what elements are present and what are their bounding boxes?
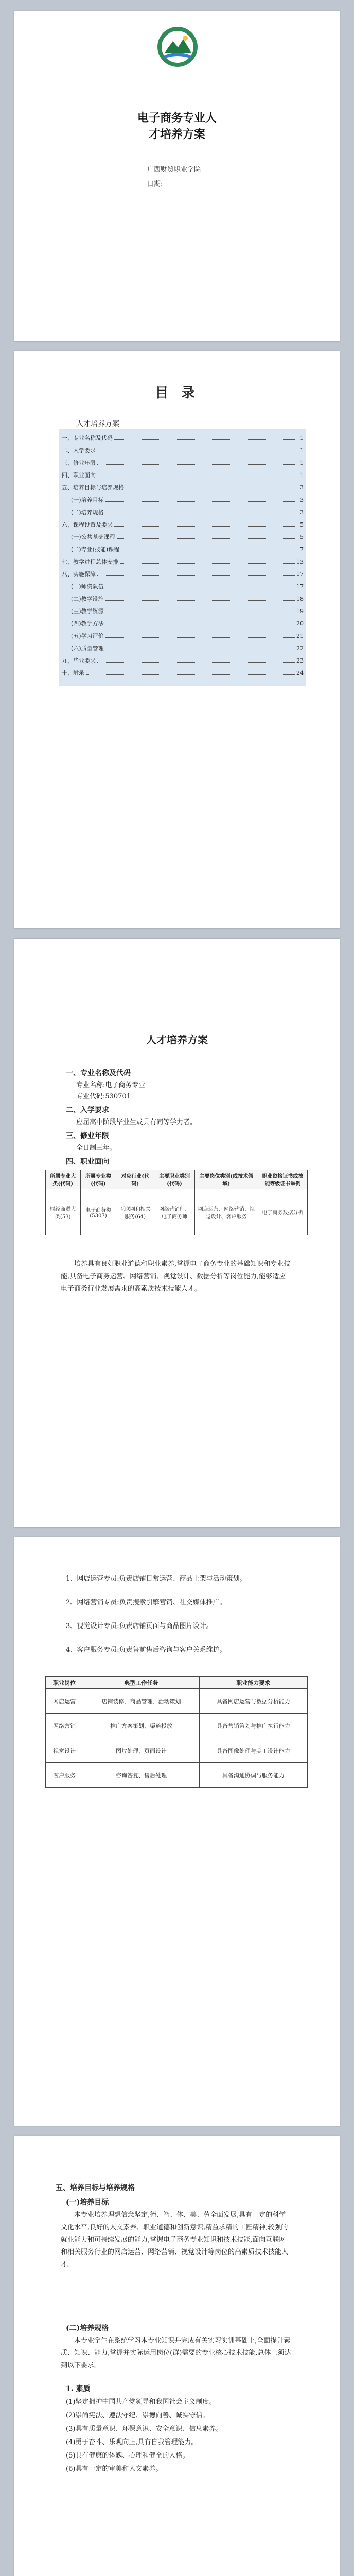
- page-4: [14, 1537, 340, 2126]
- quality-item: (4)勇于奋斗、乐观向上,具有自我管理能力。: [66, 2438, 198, 2446]
- job-table-cell: 具备网店运营与数据分析能力: [199, 1689, 307, 1714]
- toc-entry-page: 19: [296, 608, 304, 615]
- toc-entry-label: (一)培养目标: [71, 497, 104, 503]
- toc-leader-dots: [126, 488, 295, 489]
- job-table-cell: 网店运营: [46, 1689, 83, 1714]
- career-table-header: 主要岗位类别(或技术领域): [194, 1170, 258, 1189]
- job-table-header: 职业能力要求: [199, 1677, 307, 1689]
- toc-entry-label: (六)质量管理: [71, 645, 104, 652]
- toc-entry[interactable]: [71, 533, 304, 541]
- toc-leader-dots: [105, 612, 295, 613]
- section-2-heading: 二、入学要求: [66, 1106, 109, 1114]
- toc-entry-page: 1: [300, 472, 304, 479]
- cover-page: [14, 11, 340, 341]
- toc-entry-label: 二、入学要求: [62, 447, 96, 454]
- toc-entry-page: 24: [296, 670, 304, 676]
- intro-paragraph: 培养具有良好职业道德和职业素养,掌握电子商务专业的基础知识和专业技能,具备电子商务运营、网络营销、视觉设计、数据分析等岗位能力,能够适应电子商务行业发展需求的高素质技术技能人才。: [61, 1260, 291, 1293]
- toc-entry-label: 四、职业面向: [62, 472, 96, 479]
- toc-leader-dots: [105, 649, 295, 650]
- toc-entry[interactable]: [62, 656, 304, 665]
- job-table-cell: 客户服务: [46, 1763, 83, 1788]
- toc-subheading: 人才培养方案: [76, 420, 119, 428]
- toc-leader-dots: [97, 575, 295, 576]
- school-label: 广西财贸职业学院: [147, 166, 201, 174]
- toc-entry-page: 1: [300, 460, 304, 466]
- admission-text: 应届高中阶段毕业生或具有同等学力者。: [76, 1118, 197, 1126]
- toc-entry[interactable]: [71, 607, 304, 615]
- toc-entry-page: 7: [300, 546, 304, 553]
- career-table-cell: 财经商贸大类(53): [46, 1189, 81, 1235]
- toc-leader-dots: [105, 587, 295, 588]
- toc-leader-dots: [105, 600, 295, 601]
- toc-entry[interactable]: [71, 619, 304, 628]
- career-table-cell: 网络营销师、电子商务师: [154, 1189, 195, 1235]
- toc-heading: 目 录: [155, 385, 199, 401]
- toc-entry-page: 23: [296, 657, 304, 664]
- job-table-cell: 图片处理、页面设计: [83, 1738, 199, 1763]
- toc-leader-dots: [120, 563, 295, 564]
- school-logo-icon: [156, 26, 199, 68]
- toc-leader-dots: [97, 464, 295, 465]
- quality-item: (6)具有一定的审美和人文素养。: [66, 2465, 163, 2473]
- job-table-header: 职业岗位: [46, 1677, 83, 1689]
- toc-entry[interactable]: [62, 520, 304, 529]
- duration-text: 全日制三年。: [76, 1144, 117, 1152]
- job-table-cell: 店铺装修、商品管理、活动策划: [83, 1689, 199, 1714]
- toc-leader-dots: [114, 526, 295, 527]
- job-table-cell: 具备沟通协调与服务能力: [199, 1763, 307, 1788]
- toc-entry-page: 17: [296, 571, 304, 578]
- toc-entry[interactable]: [62, 557, 304, 566]
- career-table-header: 所属专业类(代码): [80, 1170, 116, 1189]
- toc-entry-label: 七、教学进程总体安排: [62, 558, 118, 565]
- quality-item: (1)坚定拥护中国共产党领导和我国社会主义制度。: [66, 2398, 216, 2406]
- toc-entry-label: (五)学习评价: [71, 633, 104, 639]
- toc-leader-dots: [97, 476, 295, 477]
- career-table-header: 对应行业(代码): [116, 1170, 154, 1189]
- toc-entry-label: 八、实施保障: [62, 571, 96, 578]
- cover-title-line2: 才培养方案: [148, 128, 205, 141]
- toc-entry-label: (二)培养规格: [71, 509, 104, 516]
- spec-subheading: (二)培养规格: [66, 2324, 109, 2332]
- objective-subheading: (一)培养目标: [66, 2198, 109, 2207]
- date-label: 日期:: [147, 180, 163, 188]
- career-table-header: 主要职业类别(代码): [154, 1170, 195, 1189]
- toc-entry-label: 三、修业年限: [62, 460, 96, 466]
- career-table: [45, 1170, 308, 1235]
- section-1-heading: 一、专业名称及代码: [66, 1069, 131, 1077]
- major-name: 专业名称:电子商务专业: [76, 1081, 146, 1089]
- toc-entry-page: 5: [300, 521, 304, 528]
- toc-entry-label: (一)师资队伍: [71, 583, 104, 590]
- toc-entry-page: 13: [296, 558, 304, 565]
- toc-entry-page: 18: [296, 596, 304, 602]
- toc-entry-label: 十、附录: [62, 670, 84, 676]
- toc-leader-dots: [86, 674, 295, 675]
- quality-item: (2)崇尚宪法、遵法守纪、崇德向善、诚实守信。: [66, 2412, 209, 2419]
- toc-entry[interactable]: [62, 434, 304, 442]
- toc-entry-page: 1: [300, 447, 304, 454]
- toc-entry-page: 3: [300, 497, 304, 503]
- job-table-cell: 咨询答复、售后处理: [83, 1763, 199, 1788]
- toc-leader-dots: [105, 513, 295, 514]
- toc-entry-page: 22: [296, 645, 304, 652]
- career-table-header: 职业资格证书或技能等级证书举例: [258, 1170, 307, 1189]
- toc-entry-page: 3: [300, 484, 304, 491]
- document-title: 人才培养方案: [146, 1033, 208, 1046]
- toc-entry[interactable]: [62, 483, 304, 492]
- career-table-cell: 电子商务类(5307): [80, 1189, 116, 1235]
- toc-entry-label: 六、课程设置及要求: [62, 521, 113, 528]
- toc-leader-dots: [117, 538, 295, 539]
- section-3-heading: 三、修业年限: [66, 1132, 109, 1140]
- toc-entry-page: 20: [296, 620, 304, 627]
- list-item: 1、网店运营专员:负责店铺日常运营、商品上架与活动策划。: [66, 1575, 246, 1583]
- toc-leader-dots: [114, 439, 295, 440]
- toc-entry[interactable]: [62, 446, 304, 454]
- toc-entry-page: 21: [296, 633, 304, 639]
- toc-entry[interactable]: [62, 669, 304, 677]
- toc-entry[interactable]: [71, 595, 304, 603]
- toc-entry[interactable]: [71, 582, 304, 590]
- job-task-table: [45, 1676, 308, 1788]
- toc-entry[interactable]: [62, 459, 304, 467]
- toc-entry[interactable]: [62, 570, 304, 578]
- toc-entry-page: 5: [300, 534, 304, 540]
- toc-entry-page: 17: [296, 583, 304, 590]
- toc-leader-dots: [105, 637, 295, 638]
- toc-entry[interactable]: [71, 508, 304, 516]
- spec-paragraph: 本专业学生在系统学习本专业知识并完成有关实习实训基础上,全面提升素质、知识、能力,掌握并实际运用岗位(群)需要的专业核心技术技能,总体上须达到以下要求。: [61, 2337, 291, 2369]
- quality-subheading: 1. 素质: [66, 2385, 91, 2393]
- job-table-cell: 网络营销: [46, 1714, 83, 1738]
- toc-entry[interactable]: [62, 471, 304, 479]
- page-5: [14, 2136, 340, 2576]
- job-table-cell: 推广方案策划、渠道投放: [83, 1714, 199, 1738]
- list-item: 4、客户服务专员:负责售前售后咨询与客户关系维护。: [66, 1646, 226, 1654]
- toc-entry[interactable]: [71, 632, 304, 640]
- page-3: [14, 939, 340, 1527]
- toc-entry-label: (四)教学方法: [71, 620, 104, 627]
- toc-entry[interactable]: [71, 545, 304, 553]
- cover-title-line1: 电子商务专业人: [137, 111, 217, 125]
- career-table-cell: 电子商务数据分析: [258, 1189, 307, 1235]
- career-table-header: 所属专业大类(代码): [46, 1170, 81, 1189]
- toc-entry-label: 一、专业名称及代码: [62, 435, 113, 442]
- toc-leader-dots: [105, 501, 295, 502]
- toc-entry[interactable]: [71, 644, 304, 652]
- toc-leader-dots: [121, 550, 295, 551]
- toc-leader-dots: [97, 662, 295, 663]
- objective-paragraph: 本专业培养理想信念坚定,德、智、体、美、劳全面发展,具有一定的科学文化水平,良好的人文素养、职业道德和创新意识,精益求精的工匠精神,较强的就业能力和可持续发展的能力,掌握电子商务专业知识和技术技能,面向互联网和相关服务行业的网店运营、网络营销、视觉设计等岗位的高素质技术技能人才。: [61, 2211, 289, 2268]
- toc-entry-label: (一)公共基础课程: [71, 534, 115, 540]
- career-table-cell: 网店运营、网络营销、视觉设计、客户服务: [194, 1189, 258, 1235]
- career-table-cell: 互联网和相关服务(64): [116, 1189, 154, 1235]
- section-5-heading: 五、培养目标与培养规格: [56, 2184, 135, 2192]
- toc-entry-label: (二)教学设施: [71, 596, 104, 602]
- toc-entry-page: 3: [300, 509, 304, 516]
- quality-item: (3)具有质量意识、环保意识、安全意识、信息素养。: [66, 2425, 223, 2433]
- toc-entry[interactable]: [71, 496, 304, 504]
- toc-leader-dots: [105, 624, 295, 625]
- job-table-cell: 具备营销策划与推广执行能力: [199, 1714, 307, 1738]
- job-table-header: 典型工作任务: [83, 1677, 199, 1689]
- toc-entry-label: 九、毕业要求: [62, 657, 96, 664]
- toc-leader-dots: [97, 451, 295, 452]
- list-item: 2、网络营销专员:负责搜索引擎营销、社交媒体推广。: [66, 1599, 226, 1606]
- toc-entry-label: 五、培养目标与培养规格: [62, 484, 124, 491]
- toc-entry-label: (三)教学资源: [71, 608, 104, 615]
- section-4-heading: 四、职业面向: [66, 1158, 109, 1166]
- list-item: 3、视觉设计专员:负责店铺页面与商品图片设计。: [66, 1622, 213, 1630]
- toc-entry-label: (二)专业(技能)课程: [71, 546, 120, 553]
- major-code: 专业代码:530701: [76, 1093, 131, 1100]
- job-table-cell: 视觉设计: [46, 1738, 83, 1763]
- quality-item: (5)具有健康的体魄、心理和健全的人格。: [66, 2452, 189, 2460]
- job-table-cell: 具备图像处理与美工设计能力: [199, 1738, 307, 1763]
- toc-entry-page: 1: [300, 435, 304, 442]
- toc-page: [14, 351, 340, 928]
